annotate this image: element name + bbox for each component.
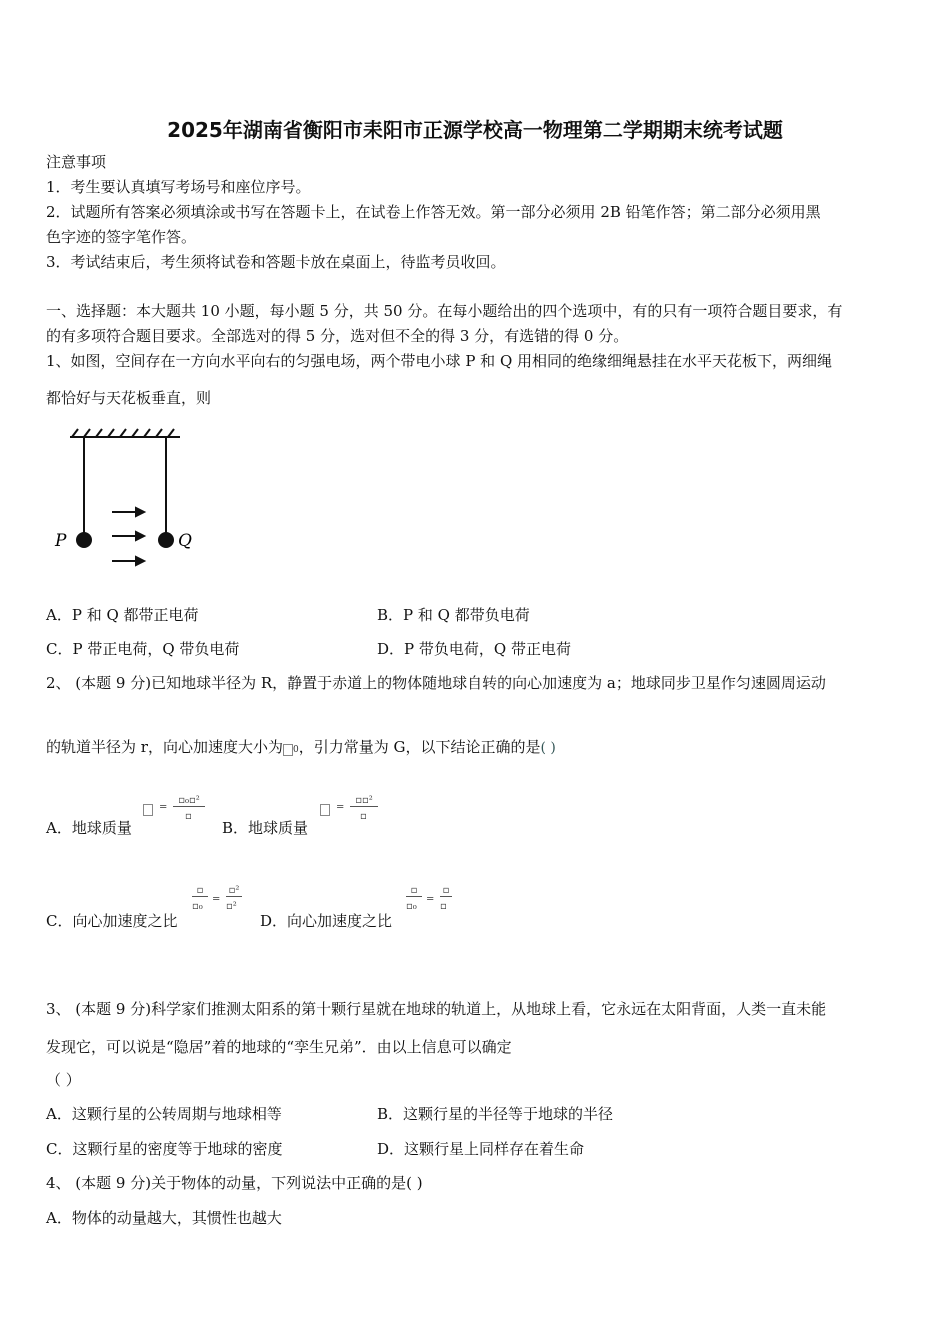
q4-line1: 4、 (本题 9 分)关于物体的动量，下列说法中正确的是( ) — [46, 1174, 423, 1192]
q2-option-d[interactable]: D．向心加速度之比 — [260, 912, 393, 930]
q1-figure — [50, 425, 210, 575]
notice-item-1: 1．考生要认真填写考场号和座位序号。 — [46, 178, 311, 196]
q2-line2 — [46, 737, 556, 760]
ceiling — [70, 429, 180, 437]
notice-heading: 注意事项 — [46, 153, 107, 171]
q1-line2: 都恰好与天花板垂直，则 — [46, 389, 212, 407]
section1-line2: 的有多项符合题目要求。全部选对的得 5 分，选对但不全的得 3 分，有选错的得 0 分。 — [46, 327, 629, 345]
q1-line1: 1、如图，空间存在一方向水平向右的匀强电场，两个带电小球 P 和 Q 用相同的绝缘细绳悬挂在水平天花板下，两细绳 — [46, 352, 833, 370]
q2-option-a[interactable]: A．地球质量 — [46, 819, 132, 837]
q2-line2b-text: ，引力常量为 G，以下结论正确的是 — [298, 738, 541, 756]
ball-p — [76, 532, 92, 548]
notice-item-2: 2．试题所有答案必须填涂或书写在答题卡上，在试卷上作答无效。第一部分必须用 2B 铅笔作答；第二部分必须用黑 — [46, 203, 821, 221]
ball-q — [158, 532, 174, 548]
q3-answer-paren: （ ） — [46, 1071, 81, 1089]
section1-line1: 一、选择题：本大题共 10 小题，每小题 5 分，共 50 分。在每小题给出的四个选项中，有的只有一项符合题目要求，有 — [46, 302, 843, 320]
label-q: Q — [178, 531, 192, 551]
notice-item-3: 3．考试结束后，考生须将试卷和答题卡放在桌面上，待监考员收回。 — [46, 253, 506, 271]
q2-option-c[interactable]: C．向心加速度之比 — [46, 912, 178, 930]
page-title: 2025年湖南省衡阳市耒阳市正源学校高一物理第二学期期末统考试题 — [167, 118, 783, 142]
q4-option-a[interactable]: A．物体的动量越大，其惯性也越大 — [46, 1209, 282, 1227]
q2-line1: 2、 (本题 9 分)已知地球半径为 R，静置于赤道上的物体随地球自转的向心加速度为 a；地球同步卫星作匀速圆周运动 — [46, 674, 826, 692]
q1-option-a[interactable]: A．P 和 Q 都带正电荷 — [46, 606, 199, 624]
q3-option-c[interactable]: C．这颗行星的密度等于地球的密度 — [46, 1140, 283, 1158]
q3-line2: 发现它，可以说是“隐居”着的地球的“孪生兄弟”．由以上信息可以确定 — [46, 1038, 512, 1056]
q3-option-b[interactable]: B．这颗行星的半径等于地球的半径 — [377, 1105, 614, 1123]
notice-item-2-cont: 色字迹的签字笔作答。 — [46, 228, 197, 246]
field-arrows — [112, 508, 144, 565]
q3-option-d[interactable]: D．这颗行星上同样存在着生命 — [377, 1140, 585, 1158]
a0-symbol: 0 — [283, 745, 299, 755]
q3-line1: 3、 (本题 9 分)科学家们推测太阳系的第十颗行星就在地球的轨道上，从地球上看，它永远在太阳背面，人类一直未能 — [46, 1000, 827, 1018]
q2-option-b[interactable]: B．地球质量 — [222, 819, 309, 837]
q1-option-b[interactable]: B．P 和 Q 都带负电荷 — [377, 606, 530, 624]
label-p: P — [55, 531, 67, 551]
q1-option-d[interactable]: D．P 带负电荷，Q 带正电荷 — [377, 640, 571, 658]
q1-option-c[interactable]: C．P 带正电荷，Q 带负电荷 — [46, 640, 240, 658]
q2-answer-paren: ( ) — [540, 740, 556, 756]
q2-line2-text: 的轨道半径为 r，向心加速度大小为 — [46, 738, 283, 756]
q3-option-a[interactable]: A．这颗行星的公转周期与地球相等 — [46, 1105, 282, 1123]
